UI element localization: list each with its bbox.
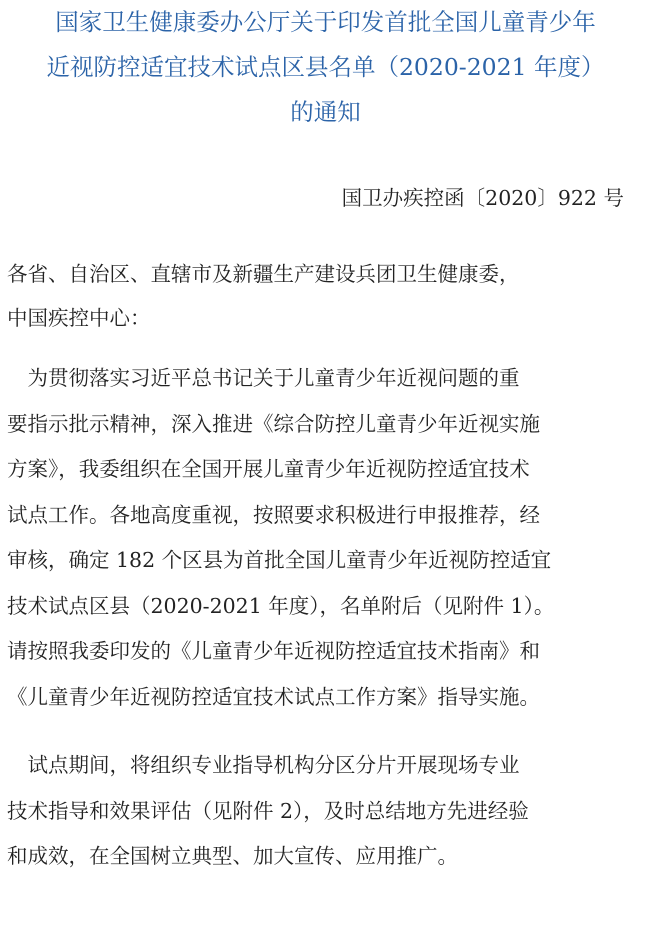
paragraph-line: 试点期间，将组织专业指导机构分区分片开展现场专业 [7, 753, 520, 777]
paragraph-line: 方案》，我委组织在全国开展儿童青少年近视防控适宜技术 [7, 457, 530, 481]
addressee [7, 252, 520, 340]
addressee-line: 中国疾控中心： [7, 306, 151, 330]
document-number: 国卫办疾控函〔2020〕922 号 [341, 186, 624, 210]
title-line: 国家卫生健康委办公厅关于印发首批全国儿童青少年 [55, 8, 596, 36]
paragraph-line: 要指示批示精神，深入推进《综合防控儿童青少年近视实施 [7, 411, 540, 436]
paragraph-line: 《儿童青少年近视防控适宜技术试点工作方案》指导实施。 [7, 684, 540, 709]
addressee-line: 各省、自治区、直辖市及新疆生产建设兵团卫生健康委， [7, 262, 520, 286]
paragraph-line: 请按照我委印发的《儿童青少年近视防控适宜技术指南》和 [7, 639, 540, 663]
title-line: 近视防控适宜技术试点区县名单（2020-2021 年度） [46, 53, 605, 81]
paragraph-line: 技术指导和效果评估（见附件 2），及时总结地方先进经验 [7, 798, 529, 823]
document-title [0, 0, 651, 135]
title-line: 的通知 [290, 98, 361, 126]
body-paragraph [7, 743, 627, 880]
paragraph-line: 和成效，在全国树立典型、加大宣传、应用推广。 [7, 844, 458, 868]
body-paragraph [7, 356, 627, 720]
paragraph-line: 为贯彻落实习近平总书记关于儿童青少年近视问题的重 [7, 366, 520, 390]
paragraph-line: 试点工作。各地高度重视，按照要求积极进行申报推荐，经 [7, 502, 540, 527]
paragraph-line: 审核，确定 182 个区县为首批全国儿童青少年近视防控适宜 [7, 548, 552, 572]
paragraph-line: 技术试点区县（2020-2021 年度），名单附后（见附件 1）。 [7, 593, 555, 618]
